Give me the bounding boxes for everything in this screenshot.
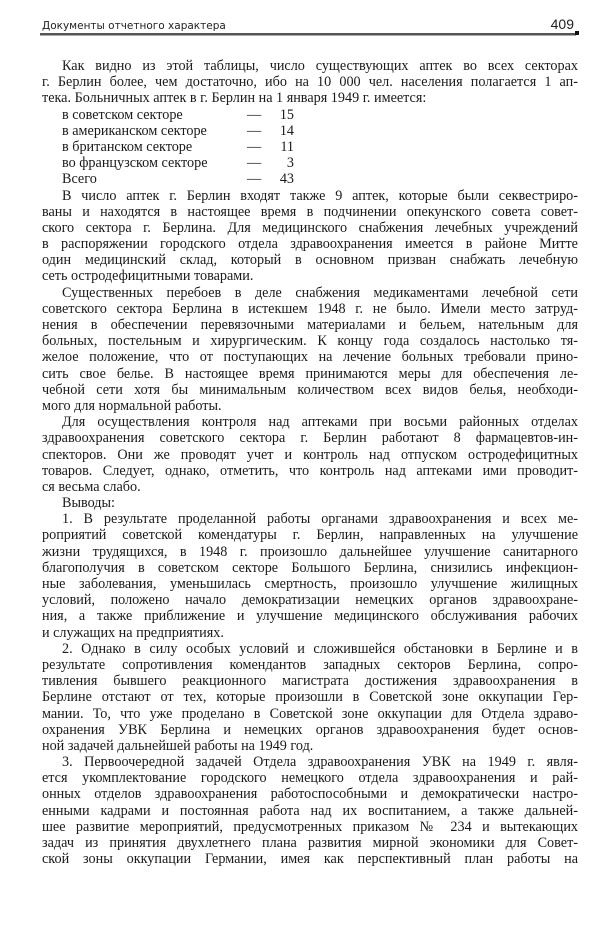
text-line: ваны и находятся в настоящее время в подчинении опекунского совета совет- [42, 203, 578, 220]
text-line: чебной сети хотя бы минимальным количеством всех видов белья, необходи- [42, 381, 578, 398]
text-line: роприятий советской комендатуры г. Берлин, направленных на улучшение [42, 527, 578, 544]
text-line: Берлине отстают от тех, которые произошли в Советской зоне оккупации Гер- [42, 689, 578, 706]
text-line: 2. Однако в силу особых условий и сложившейся обстановки в Берлине и в [62, 640, 578, 657]
text-line: енными кадрами и постоянная работа над их воспитанием, а также дальней- [42, 802, 578, 819]
text-line: тека. Больничных аптек в г. Берлин на 1 января 1949 г. имеется: [42, 90, 427, 107]
text-line: мого для нормальной работы. [42, 397, 222, 414]
text-line: жизни трудящихся, в 1948 г. произошло дальнейшее улучшение санитарного [42, 543, 578, 560]
sector-label: Всего [62, 171, 97, 188]
page-number: 409 [550, 16, 574, 32]
pharmacy-count: 43 [279, 171, 294, 188]
text-line: один медицинский склад, который в основном призван снабжать лечебную [42, 252, 578, 269]
text-line: условий, положено начало демократизации немецких органов здравоохране- [42, 592, 578, 609]
text-line: тивления бывшего реакционного магистрата достижения здравоохранения в [42, 673, 578, 690]
text-line: нения в обеспечении перевязочными материалами и бельем, нательным для [42, 317, 578, 333]
text-line: Выводы: [62, 495, 115, 512]
table-row [42, 171, 578, 187]
pharmacy-count: 14 [279, 122, 294, 139]
text-line: и служащих на предприятиях. [42, 624, 224, 641]
text-line: спекторов. Они же проводят учет и контроль над отпуском остродефицитных [42, 446, 578, 463]
table-row [42, 139, 578, 155]
header-rule [40, 33, 576, 36]
text-line: В число аптек г. Берлин входят также 9 аптек, которые были секвестриро- [62, 187, 578, 204]
dash: — [247, 138, 262, 155]
sector-label: в советском секторе [62, 106, 183, 123]
text-line: ния, а также приближение и улучшение медицинского обслуживания рабочих [42, 608, 578, 625]
text-line: ской зоны оккупации Германии, имея как перспективный план работы на [42, 851, 578, 868]
dash: — [247, 106, 262, 123]
running-title: Документы отчетного характера [42, 20, 226, 32]
pharmacy-count: 15 [279, 106, 294, 123]
text-line: 3. Первоочередной задачей Отдела здравоохранения УВК на 1949 г. явля- [62, 754, 578, 771]
document-body [42, 58, 578, 867]
page-header [40, 14, 580, 36]
text-line: в распоряжении городского отдела здравоохранения имеется в районе Митте [42, 236, 578, 253]
pharmacy-count: 3 [286, 155, 294, 172]
text-line: сить свое белье. В настоящее время принимаются меры для обеспечения ле- [42, 365, 578, 382]
text-line: г. Берлин более, чем достаточно, ибо на 10 000 чел. населения полагается 1 ап- [42, 74, 578, 91]
text-line: Существенных перебоев в деле снабжения медикаментами лечебной сети [62, 284, 578, 301]
text-line: ского сектора г. Берлина. Для медицинского снабжения лечебных учреждений [42, 219, 578, 236]
text-line: больных, постельным и хирургическим. К концу года создалось настолько тя- [42, 333, 578, 350]
text-line: результате сопротивления комендантов западных секторов Берлина, сопро- [42, 656, 578, 673]
table-row [42, 107, 578, 123]
text-line: Для осуществления контроля над аптеками при восьми районных отделах [62, 414, 578, 431]
table-row [42, 123, 578, 139]
text-line: охранения УВК Берлина и немецких органов здравоохранения будет основ- [42, 721, 578, 738]
text-line: ся весьма слабо. [42, 478, 141, 495]
text-line: желое положение, что от поступающих на лечение больных требовали прино- [42, 349, 578, 366]
text-line: сеть остродефицитными товарами. [42, 268, 254, 285]
text-line: 1. В результате проделанной работы органами здравоохранения и всех ме- [62, 511, 578, 528]
dash: — [247, 171, 262, 188]
text-line: товаров. Следует, однако, отметить, что контроль над аптеками ими проводит- [42, 462, 578, 479]
text-line: мании. То, что уже проделано в Советской зоне оккупации для Отдела здраво- [42, 705, 578, 722]
text-line: ные заболевания, уменьшилась смертность, произошло улучшение жилищных [42, 576, 578, 592]
text-line: Как видно из этой таблицы, число существующих аптек во всех секторах [62, 58, 578, 74]
text-line: онных отделов здравоохранения работоспособными и демократически настро- [42, 786, 578, 803]
text-line: благополучия в советском секторе Большого Берлина, снизились инфекцион- [42, 559, 578, 576]
rule-end-mark [575, 31, 579, 35]
sector-label: в американском секторе [62, 122, 207, 139]
text-line: шее развитие мероприятий, предусмотренных приказом № 234 и вытекающих [42, 818, 578, 835]
dash: — [247, 155, 262, 172]
text-line: ется укомплектование городского немецкого отдела здравоохранения и рай- [42, 770, 578, 787]
sector-label: в британском секторе [62, 138, 193, 155]
table-row [42, 155, 578, 171]
text-line: советского сектора Берлина в истекшем 1948 г. не было. Имели место затруд- [42, 300, 578, 317]
dash: — [247, 122, 262, 139]
pharmacy-count: 11 [280, 138, 294, 155]
text-line: ной задачей дальнейшей работы на 1949 год. [42, 737, 314, 754]
text-line: задач из принятия двухлетнего плана развития мирной экономики для Совет- [42, 835, 578, 851]
sector-label: во французском секторе [62, 155, 208, 172]
text-line: здравоохранения советского сектора г. Берлин работают 8 фармацевтов-ин- [42, 430, 578, 447]
